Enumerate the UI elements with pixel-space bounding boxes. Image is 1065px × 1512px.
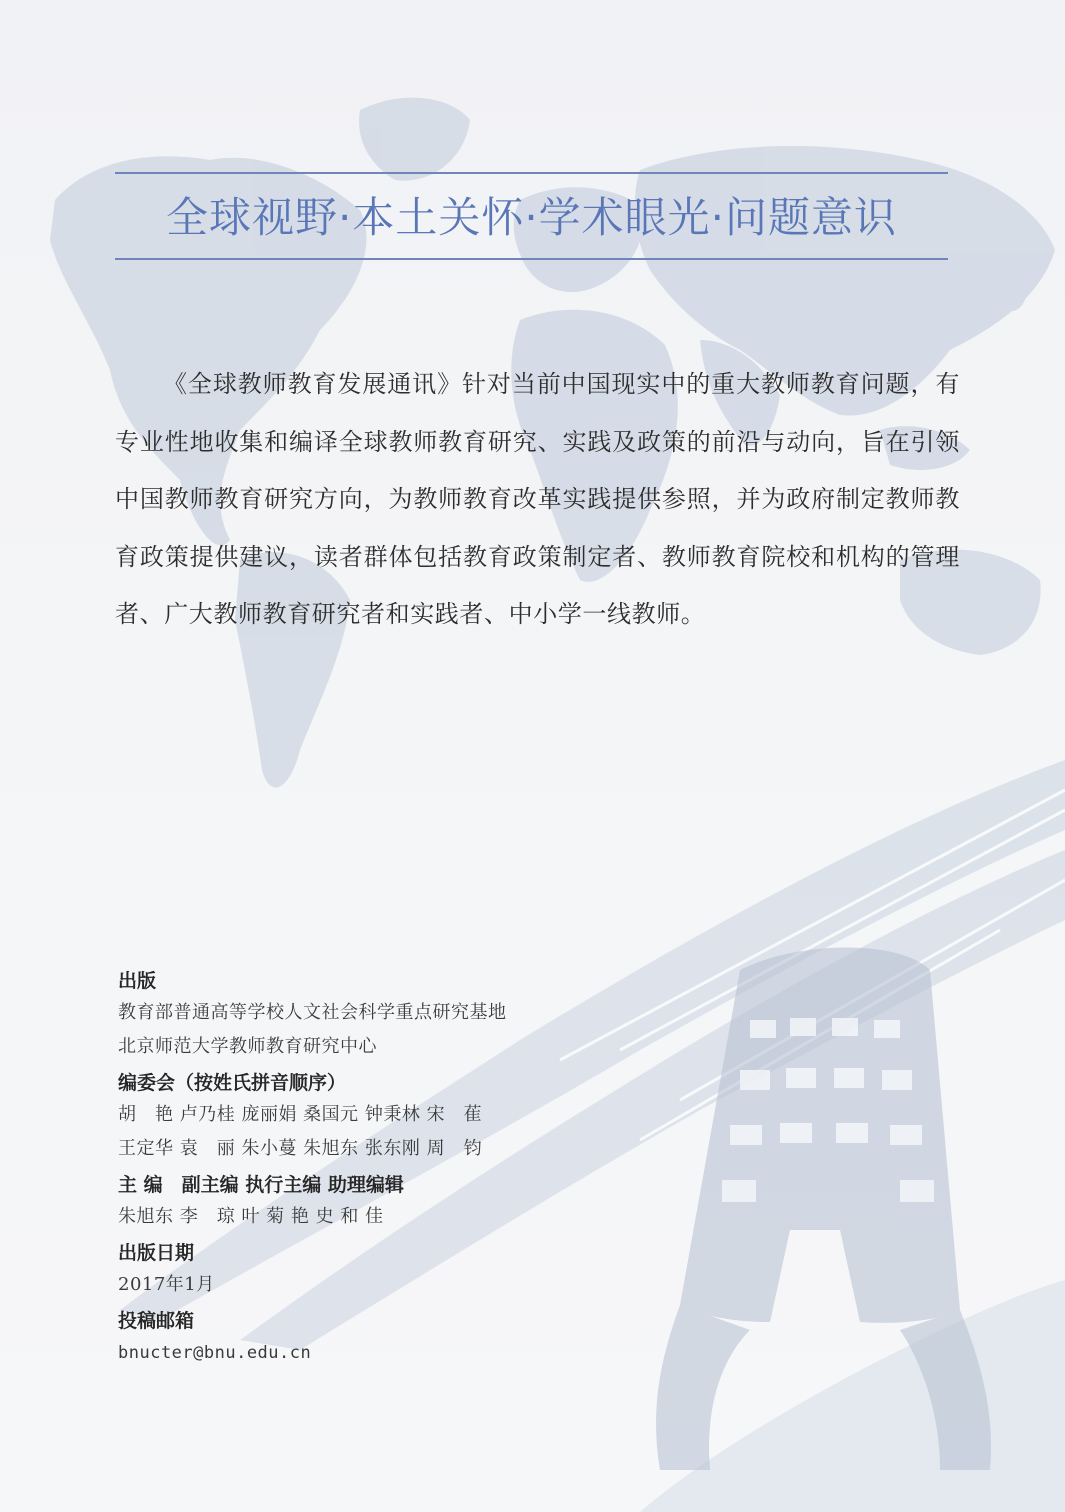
submission-email[interactable]: bnucter@bnu.edu.cn [118,1343,312,1363]
publication-info [118,966,588,1374]
publisher-title: 出版 [118,970,157,992]
editors-section [118,1170,588,1234]
tower-illustration [600,930,1040,1490]
publisher-line: 北京师范大学教师教育研究中心 [118,1036,377,1057]
committee-line: 王定华 袁 丽 朱小蔓 朱旭东 张东刚 周 钧 [118,1138,483,1159]
date-section [118,1238,588,1302]
committee-line: 胡 艳 卢乃桂 庞丽娟 桑国元 钟秉林 宋 萑 [118,1104,483,1125]
intro-paragraph: 《全球教师教育发展通讯》针对当前中国现实中的重大教师教育问题，有专业性地收集和编译全球教师教育研究、实践及政策的前沿与动向，旨在引领中国教师教育研究方向，为教师教育改革实践提供参照，并为政府制定教师教育政策提供建议，读者群体包括教育政策制定者、教师教育院校和机构的管理者、广大教师教育研究者和实践者、中小学一线教师。 [115,370,960,628]
publisher-section [118,966,588,1064]
submission-title: 投稿邮箱 [118,1310,195,1332]
date-title: 出版日期 [118,1242,195,1264]
committee-title: 编委会（按姓氏拼音顺序） [118,1072,347,1094]
editors-line: 朱旭东 李 琼 叶 菊 艳 史 和 佳 [118,1206,384,1227]
editors-title: 主 编 副主编 执行主编 助理编辑 [118,1174,404,1196]
publisher-line: 教育部普通高等学校人文社会科学重点研究基地 [118,1002,507,1023]
slogan-top-rule [115,172,948,174]
committee-section [118,1068,588,1166]
slogan-bottom-rule [115,258,948,260]
date-value: 2017年1月 [118,1274,215,1295]
slogan-heading: 全球视野·本土关怀·学术眼光·问题意识 [165,193,898,242]
submission-section [118,1306,588,1370]
